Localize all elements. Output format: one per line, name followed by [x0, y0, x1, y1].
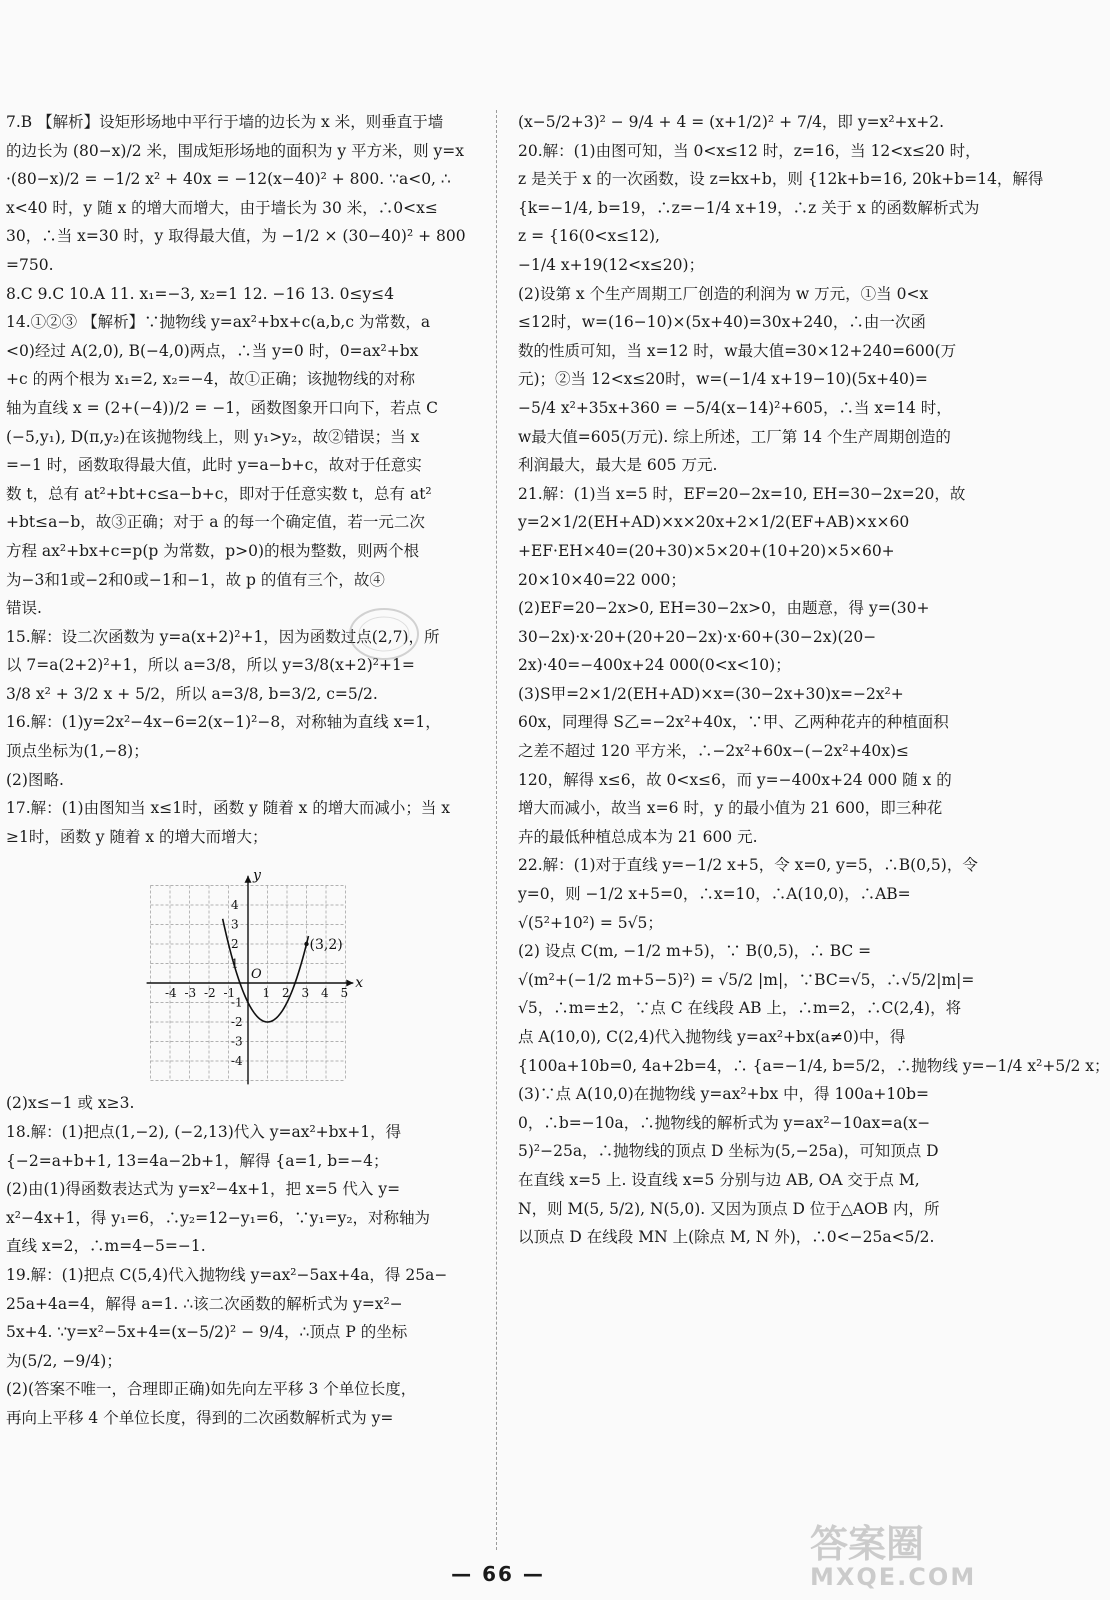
- y-axis-label: y: [253, 868, 261, 885]
- left-line: 错误.: [6, 599, 42, 618]
- left-line: ≥1时，函数 y 随着 x 的增大而增大；: [6, 827, 268, 846]
- right-line: √(5²+10²) = 5√5；: [518, 913, 663, 932]
- right-line: −5/4 x²+35x+360 = −5/4(x−14)²+605，∴当 x=14 时，: [518, 398, 952, 417]
- right-line: {100a+10b=0, 4a+2b=4，∴ {a=−1/4, b=5/2，∴抛物线 y=−1/4 x²+5/2 x；: [518, 1056, 1110, 1075]
- left-line: 25a+4a=4，解得 a=1. ∴该二次函数的解析式为 y=x²−: [6, 1294, 403, 1313]
- left-line: x<40 时，y 随 x 的增大而增大，由于墙长为 30 米，∴0<x≤: [6, 198, 438, 217]
- x-tick-label: 4: [321, 986, 329, 1001]
- right-line: (2)EF=20−2x>0, EH=30−2x>0，由题意，得 y=(30+: [518, 599, 930, 618]
- y-axis-arrow: [245, 876, 252, 883]
- left-line: 30，∴当 x=30 时，y 取得最大值，为 −1/2 × (30−40)² + 800: [6, 227, 466, 246]
- right-line: 20.解：(1)由图可知，当 0<x≤12 时，z=16，当 12<x≤20 时，: [518, 141, 981, 160]
- y-tick-label: -3: [231, 1034, 243, 1049]
- right-line: z = {16(0<x≤12),: [518, 227, 660, 246]
- right-line: (2) 设点 C(m, −1/2 m+5)，∵ B(0,5)，∴ BC =: [518, 942, 872, 961]
- right-line: 增大而减小，故当 x=6 时，y 的最小值为 21 600，即三种花: [518, 799, 943, 818]
- x-tick-label: 2: [282, 986, 290, 1001]
- x-tick-label: -3: [184, 986, 197, 1001]
- left-line: x²−4x+1，得 y₁=6，∴y₂=12−y₁=6，∵y₁=y₂，对称轴为: [6, 1208, 431, 1227]
- right-line: z 是关于 x 的一次函数，设 z=kx+b，则 {12k+b=16, 20k+b=14，解得: [518, 170, 1044, 189]
- parabola-graph: [146, 857, 376, 1087]
- right-line: 之差不超过 120 平方米，∴−2x²+60x−(−2x²+40x)≤: [518, 742, 910, 761]
- left-line: 16.解：(1)y=2x²−4x−6=2(x−1)²−8，对称轴为直线 x=1，: [6, 713, 441, 732]
- x-axis-label: x: [355, 975, 364, 992]
- right-line: 点 A(10,0), C(2,4)代入抛物线 y=ax²+bx(a≠0)中，得: [518, 1028, 906, 1046]
- right-line: 数的性质可知，当 x=12 时，w最大值=30×12+240=600(万: [518, 341, 957, 360]
- point-label: (3,2): [309, 937, 343, 954]
- y-tick-label: -4: [231, 1054, 243, 1069]
- left-column: [6, 108, 466, 1433]
- left-line: 7.B 【解析】设矩形场地中平行于墙的边长为 x 米，则垂直于墙: [6, 113, 444, 131]
- left-line: <0)经过 A(2,0), B(−4,0)两点，∴当 y=0 时，0=ax²+bx: [6, 341, 419, 360]
- page-number: — 66 —: [451, 1562, 545, 1586]
- right-line: 30−2x)·x·20+(20+20−2x)·x·60+(30−2x)(20−: [518, 627, 877, 646]
- right-line: 120，解得 x≤6，故 0<x≤6，而 y=−400x+24 000 随 x 的: [518, 770, 952, 789]
- right-line: 在直线 x=5 上. 设直线 x=5 分别与边 AB, OA 交于点 M,: [518, 1170, 920, 1189]
- left-line: (−5,y₁), D(π,y₂)在该抛物线上，则 y₁>y₂，故②错误；当 x: [6, 427, 420, 446]
- right-line: 利润最大，最大是 605 万元.: [518, 456, 718, 475]
- right-line: y=0，则 −1/2 x+5=0，∴x=10，∴A(10,0)，∴AB=: [518, 885, 911, 904]
- x-tick-label: -4: [165, 986, 177, 1001]
- y-tick-label: -2: [231, 1015, 243, 1030]
- left-line: 5x+4. ∵y=x²−5x+4=(x−5/2)² − 9/4，∴顶点 P 的坐标: [6, 1323, 408, 1342]
- left-line: 再向上平移 4 个单位长度，得到的二次函数解析式为 y=: [6, 1408, 394, 1427]
- left-line: 17.解：(1)由图知当 x≤1时，函数 y 随着 x 的增大而减小；当 x: [6, 799, 450, 818]
- seal-stamp: [346, 604, 422, 664]
- right-line: {k=−1/4, b=19，∴z=−1/4 x+19，∴z 关于 x 的函数解析式为: [518, 198, 980, 217]
- left-line: (2)由(1)得函数表达式为 y=x²−4x+1，把 x=5 代入 y=: [6, 1180, 401, 1199]
- right-line: 0，∴b=−10a，∴抛物线的解析式为 y=ax²−10ax=a(x−: [518, 1113, 931, 1132]
- right-line: (3)∵点 A(10,0)在抛物线 y=ax²+bx 中，得 100a+10b=: [518, 1085, 930, 1104]
- left-line: 18.解：(1)把点(1,−2), (−2,13)代入 y=ax²+bx+1，得: [6, 1123, 402, 1142]
- left-line: 顶点坐标为(1,−8)；: [6, 742, 149, 761]
- x-tick-label: 3: [301, 986, 310, 1001]
- left-line: =−1 时，函数取得最大值，此时 y=a−b+c，故对于任意实: [6, 456, 422, 475]
- right-line: 以顶点 D 在线段 MN 上(除点 M, N 外)，∴0<−25a<5/2.: [518, 1228, 935, 1247]
- right-line: (2)设第 x 个生产周期工厂创造的利润为 w 万元，①当 0<x: [518, 284, 929, 303]
- right-line: 21.解：(1)当 x=5 时，EF=20−2x=10, EH=30−2x=20，故: [518, 484, 966, 503]
- right-line: y=2×1/2(EH+AD)×x×20x+2×1/2(EF+AB)×x×60: [518, 513, 910, 532]
- left-line: (2)x≤−1 或 x≥3.: [6, 1094, 135, 1113]
- x-tick-label: 5: [340, 986, 349, 1001]
- right-line: √5，∴m=±2，∵点 C 在线段 AB 上，∴m=2，∴C(2,4)，将: [518, 999, 962, 1018]
- point-marker: [304, 942, 308, 946]
- y-tick-label: -1: [231, 995, 243, 1010]
- left-line: 3/8 x² + 3/2 x + 5/2，所以 a=3/8, b=3/2, c=5/2.: [6, 684, 378, 703]
- left-line: 为(5/2, −9/4)；: [6, 1351, 122, 1370]
- y-tick-label: 3: [231, 917, 239, 932]
- right-line: 20×10×40=22 000；: [518, 570, 686, 589]
- left-line: =750.: [6, 255, 54, 274]
- y-tick-label: 2: [231, 937, 239, 952]
- y-tick-label: 4: [231, 898, 239, 913]
- right-line: 2x)·40=−400x+24 000(0<x<10)；: [518, 656, 791, 675]
- right-line: +EF·EH×40=(20+30)×5×20+(10+20)×5×60+: [518, 541, 895, 560]
- watermark-line2: MXQE.COM: [810, 1563, 977, 1591]
- left-line: {−2=a+b+1, 13=4a−2b+1，解得 {a=1, b=−4；: [6, 1151, 389, 1170]
- left-line: (2)图略.: [6, 770, 64, 789]
- left-line: 14.①②③ 【解析】∵抛物线 y=ax²+bx+c(a,b,c 为常数，a: [6, 313, 431, 332]
- left-line: 19.解：(1)把点 C(5,4)代入抛物线 y=ax²−5ax+4a，得 25a−: [6, 1266, 448, 1284]
- right-line: (x−5/2+3)² − 9/4 + 4 = (x+1/2)² + 7/4，即 y=x²+x+2.: [518, 113, 945, 131]
- right-line: √(m²+(−1/2 m+5−5)²) = √5/2 |m|，∵BC=√5，∴√5/2|m|=: [518, 970, 975, 989]
- right-line: 卉的最低种植总成本为 21 600 元.: [518, 827, 758, 846]
- right-line: N，则 M(5, 5/2), N(5,0). 又因为顶点 D 位于△AOB 内，所: [518, 1199, 940, 1218]
- left-line: +bt≤a−b，故③正确；对于 a 的每一个确定值，若一元二次: [6, 513, 425, 532]
- right-line: −1/4 x+19(12<x≤20)；: [518, 255, 705, 274]
- right-column: [518, 108, 1110, 1252]
- origin-label: O: [251, 967, 262, 983]
- left-line: 数 t，总有 at²+bt+c≤a−b+c，即对于任意实数 t，总有 at²: [6, 484, 432, 503]
- right-line: 22.解：(1)对于直线 y=−1/2 x+5，令 x=0, y=5，∴B(0,5)，令: [518, 856, 978, 875]
- left-line: +c 的两个根为 x₁=2, x₂=−4，故①正确；该抛物线的对称: [6, 370, 415, 389]
- left-line: 为−3和1或−2和0或−1和−1，故 p 的值有三个，故④: [6, 570, 385, 589]
- x-tick-label: -2: [204, 986, 216, 1001]
- left-line: 的边长为 (80−x)/2 米，围成矩形场地的面积为 y 平方米，则 y=x: [6, 141, 465, 160]
- column-divider: [496, 110, 497, 1550]
- left-line: 以 7=a(2+2)²+1，所以 a=3/8，所以 y=3/8(x+2)²+1=: [6, 656, 415, 675]
- left-line: 直线 x=2，∴m=4−5=−1.: [6, 1237, 206, 1256]
- right-line: 5)²−25a，∴抛物线的顶点 D 坐标为(5,−25a)，可知顶点 D: [518, 1142, 939, 1161]
- right-line: (3)S甲=2×1/2(EH+AD)×x=(30−2x+30)x=−2x²+: [518, 684, 904, 703]
- left-line: 8.C 9.C 10.A 11. x₁=−3, x₂=1 12. −16 13. 0≤y≤4: [6, 284, 395, 303]
- left-line: 15.解：设二次函数为 y=a(x+2)²+1，因为函数过点(2,7)，所: [6, 627, 440, 646]
- left-line: 轴为直线 x = (2+(−4))/2 = −1，函数图象开口向下，若点 C: [6, 398, 438, 417]
- right-line: 60x，同理得 S乙=−2x²+40x，∵甲、乙两种花卉的种植面积: [518, 713, 949, 732]
- right-line: w最大值=605(万元). 综上所述，工厂第 14 个生产周期创造的: [518, 427, 951, 446]
- x-tick-label: -1: [223, 986, 236, 1001]
- right-line: ≤12时，w=(16−10)×(5x+40)=30x+240，∴由一次函: [518, 313, 926, 332]
- watermark-line1: 答案圈: [810, 1522, 925, 1566]
- y-tick-label: 1: [231, 956, 239, 971]
- left-line: (2)(答案不唯一，合理即正确)如先向左平移 3 个单位长度，: [6, 1380, 417, 1399]
- x-tick-label: 1: [262, 986, 271, 1001]
- left-line: ·(80−x)/2 = −1/2 x² + 40x = −12(x−40)² + 800. ∵a<0, ∴: [6, 170, 451, 189]
- left-line: 方程 ax²+bx+c=p(p 为常数，p>0)的根为整数，则两个根: [6, 541, 420, 560]
- right-line: 元)；②当 12<x≤20时，w=(−1/4 x+19−10)(5x+40)=: [518, 370, 928, 389]
- watermark-logo: [810, 1522, 977, 1594]
